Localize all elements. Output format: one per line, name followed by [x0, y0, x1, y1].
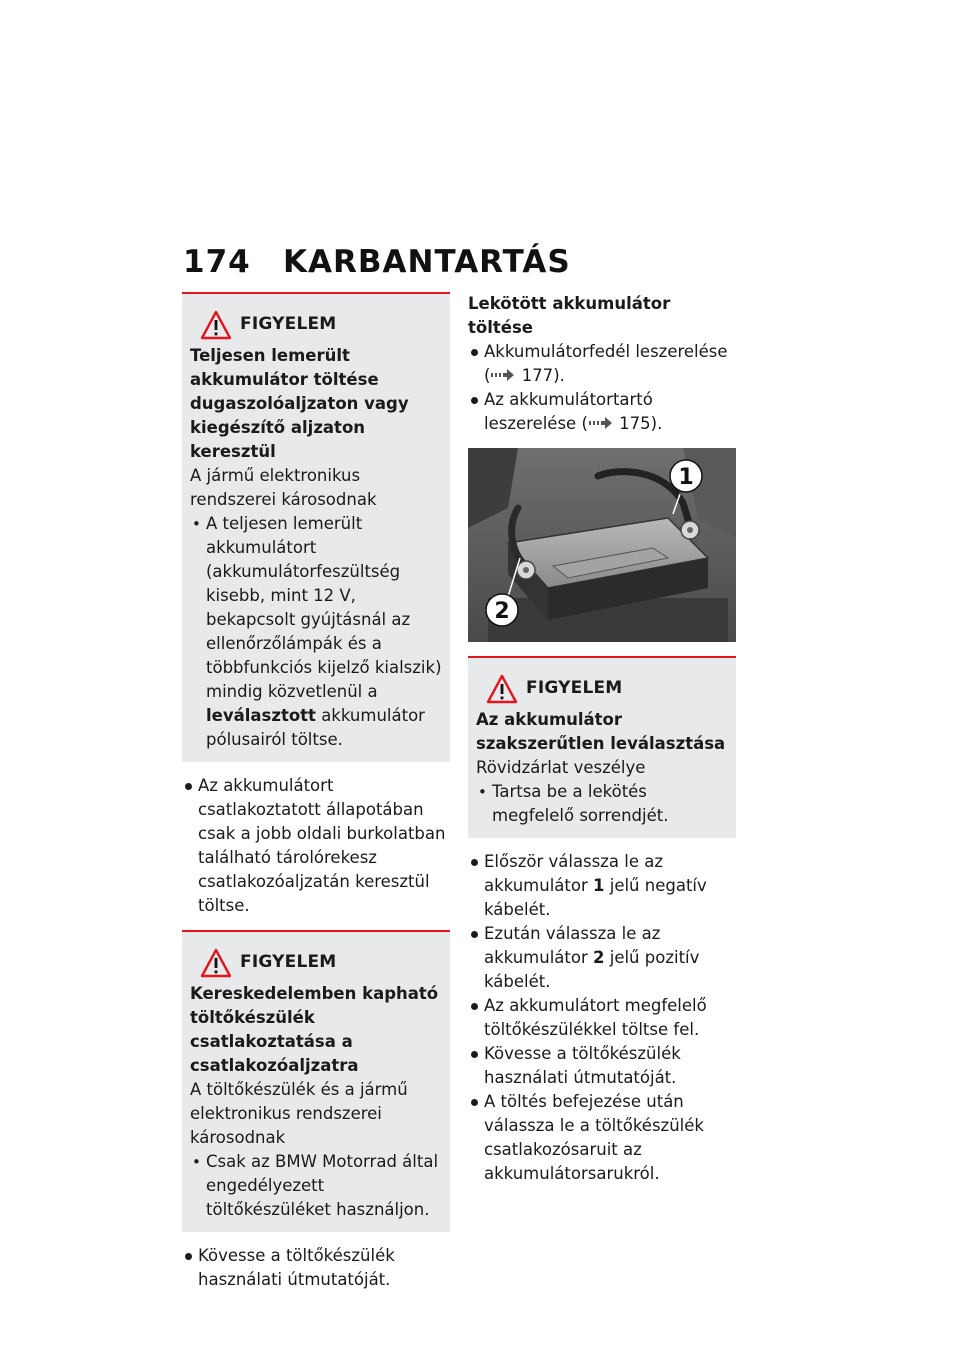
bullet-text: akkumulátor pólusairól töltse. [206, 706, 425, 749]
step-text: jelű pozitív kábelét. [484, 948, 700, 991]
warning-box [182, 292, 450, 762]
page-number: 174 [183, 244, 251, 280]
step-text: Ezután válassza le az akkumulátor [484, 924, 661, 967]
warning-label: FIGYELEM [240, 952, 337, 972]
page-reference[interactable]: 175 [619, 414, 651, 433]
step-list [182, 774, 450, 918]
step-item [468, 922, 736, 994]
warning-triangle-icon [486, 674, 518, 704]
prep-list [468, 340, 736, 436]
page-reference-arrow-icon [588, 416, 614, 430]
section-title: KARBANTARTÁS [283, 244, 571, 280]
step-text: Először válassza le az akkumulátor [484, 852, 664, 895]
step-item: Az akkumulátort csatlakoztatott állapotában csak a jobb oldali burkolatban található tárolórekesz csatlakozóaljzatán keresztül töltse. [182, 774, 450, 918]
page-reference[interactable]: 177 [521, 366, 554, 385]
warning-box [468, 656, 736, 838]
figure-label: 2 [494, 599, 510, 624]
warning-triangle-icon [200, 310, 232, 340]
warning-bullets [476, 780, 730, 828]
step-list [468, 850, 736, 1186]
step-item: Kövesse a töltőkészülék használati útmutatóját. [468, 1042, 736, 1090]
warning-title: Az akkumulátor szakszerűtlen leválasztása [476, 710, 726, 753]
prep-text: ). [553, 366, 565, 385]
page-reference-arrow-icon [490, 368, 516, 382]
page-header [183, 240, 743, 280]
warning-header [476, 672, 730, 708]
warning-subtitle: A töltőkészülék és a jármű elektronikus rendszerei károsodnak [190, 1080, 408, 1147]
warning-subtitle: Rövidzárlat veszélye [476, 758, 646, 777]
figure-label: 1 [678, 465, 694, 490]
warning-label: FIGYELEM [240, 314, 337, 334]
section-heading: Lekötött akkumulátor töltése [468, 294, 671, 337]
warning-bullet: • Csak az BMW Motorrad által engedélyezett töltőkészüléket használjon. [190, 1150, 444, 1222]
prep-item [468, 340, 736, 388]
warning-bullet: • Tartsa be a lekötés megfelelő sorrendjét. [476, 780, 730, 828]
bullet-emphasis: leválasztott [206, 706, 316, 725]
prep-item [468, 388, 736, 436]
step-item: Kövesse a töltőkészülék használati útmutatóját. [182, 1244, 450, 1292]
warning-bullets [190, 1150, 444, 1222]
warning-header [190, 946, 444, 982]
warning-triangle-icon [200, 948, 232, 978]
step-emphasis: 2 [593, 948, 605, 967]
step-list [182, 1244, 450, 1292]
step-item [468, 850, 736, 922]
prep-text: ). [650, 414, 663, 433]
step-item: A töltés befejezése után válassza le a töltőkészülék csatlakozósaruit az akkumulátorsarukról. [468, 1090, 736, 1186]
step-text: jelű negatív kábelét. [484, 876, 707, 919]
bullet-text: A teljesen lemerült akkumulátort (akkumulátorfeszültség kisebb, mint 12 V, bekapcsolt gyújtásnál az ellenőrzőlámpák és a többfunkciós kijelző kialszik) mindig közvetlenül a [206, 514, 442, 701]
warning-box [182, 930, 450, 1232]
warning-title: Teljesen lemerült akkumulátor töltése dugaszolóaljzaton vagy kiegészítő aljzaton keresztül [190, 346, 409, 461]
step-emphasis: 1 [593, 876, 605, 895]
step-item: Az akkumulátort megfelelő töltőkészülékkel töltse fel. [468, 994, 736, 1042]
warning-subtitle: A jármű elektronikus rendszerei károsodnak [190, 466, 377, 509]
warning-label: FIGYELEM [526, 678, 623, 698]
left-column [182, 292, 450, 1304]
battery-photo [468, 448, 736, 642]
warning-header [190, 308, 444, 344]
warning-bullet [190, 512, 444, 752]
prep-text: Akkumulátorfedél leszerelése ( [484, 342, 728, 385]
right-column [468, 292, 736, 1198]
prep-text: Az akkumulátortartó leszerelése ( [484, 390, 653, 433]
warning-title: Kereskedelemben kapható töltőkészülék csatlakoztatása a csatlakozóaljzatra [190, 984, 439, 1075]
warning-bullets [190, 512, 444, 752]
